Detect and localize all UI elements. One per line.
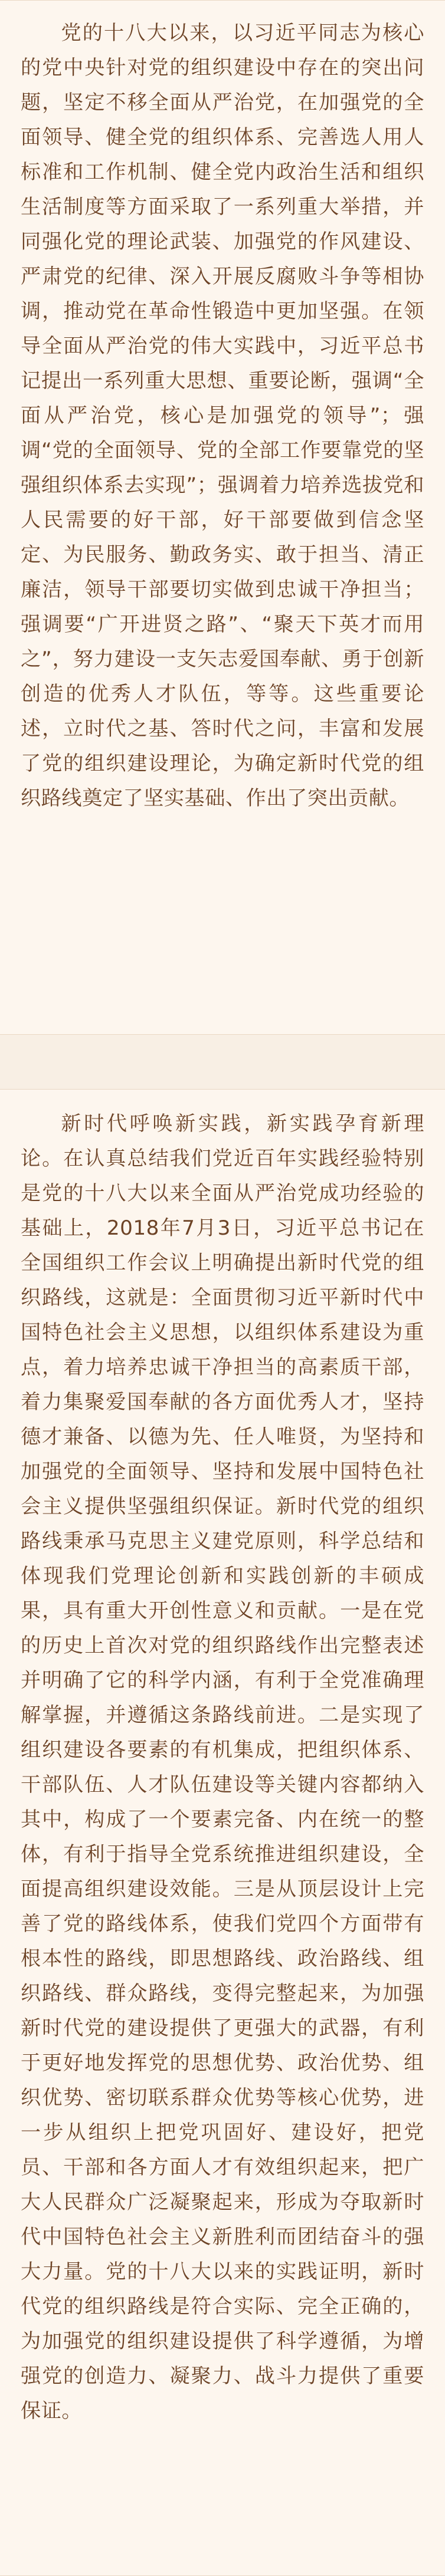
section-divider — [0, 1035, 445, 1089]
article-paragraph-1: 党的十八大以来，以习近平同志为核心的党中央针对党的组织建设中存在的突出问题，坚定不移全面从严治党，在加强党的全面领导、健全党的组织体系、完善选人用人标准和工作机制、健全党内政治生活和组织生活制度等方面采取了一系列重大举措，并同强化党的理论武装、加强党的作风建设、严肃党的纪律、深入开展反腐败斗争等相协调，推动党在革命性锻造中更加坚强。在领导全面从严治党的伟大实践中，习近平总书记提出一系列重大思想、重要论断，强调“全面从严治党，核心是加强党的领导”；强调“党的全面领导、党的全部工作要靠党的坚强组织体系去实现”；强调着力培养选拔党和人民需要的好干部，好干部要做到信念坚定、为民服务、勤政务实、敢于担当、清正廉洁，领导干部要切实做到忠诚干净担当；强调要“广开进贤之路”、“聚天下英才而用之”，努力建设一支矢志爱国奉献、勇于创新创造的优秀人才队伍，等等。这些重要论述，立时代之基、答时代之问，丰富和发展了党的组织建设理论，为确定新时代党的组织路线奠定了坚实基础、作出了突出贡献。 — [21, 21, 424, 810]
article-paragraph-2: 新时代呼唤新实践，新实践孕育新理论。在认真总结我们党近百年实践经验特别是党的十八大以来全面从严治党成功经验的基础上，2018年7月3日，习近平总书记在全国组织工作会议上明确提出新时代党的组织路线，这就是：全面贯彻习近平新时代中国特色社会主义思想，以组织体系建设为重点，着力培养忠诚干净担当的高素质干部，着力集聚爱国奉献的各方面优秀人才，坚持德才兼备、以德为先、任人唯贤，为坚持和加强党的全面领导、坚持和发展中国特色社会主义提供坚强组织保证。新时代党的组织路线秉承马克思主义建党原则，科学总结和体现我们党理论创新和实践创新的丰硕成果，具有重大开创性意义和贡献。一是在党的历史上首次对党的组织路线作出完整表述并明确了它的科学内涵，有利于全党准确理解掌握，并遵循这条路线前进。二是实现了组织建设各要素的有机集成，把组织体系、干部队伍、人才队伍建设等关键内容都纳入其中，构成了一个要素完备、内在统一的整体，有利于指导全党系统推进组织建设，全面提高组织建设效能。三是从顶层设计上完善了党的路线体系，使我们党四个方面带有根本性的路线，即思想路线、政治路线、组织路线、群众路线，变得完整起来，为加强新时代党的建设提供了更强大的武器，有利于更好地发挥党的思想优势、政治优势、组织优势、密切联系群众优势等核心优势，进一步从组织上把党巩固好、建设好，把党员、干部和各方面人才有效组织起来，把广大人民群众广泛凝聚起来，形成为夺取新时代中国特色社会主义新胜利而团结奋斗的强大力量。党的十八大以来的实践证明，新时代党的组织路线是符合实际、完全正确的，为加强党的组织建设提供了科学遵循，为增强党的创造力、凝聚力、战斗力提供了重要保证。 — [21, 1112, 424, 2423]
